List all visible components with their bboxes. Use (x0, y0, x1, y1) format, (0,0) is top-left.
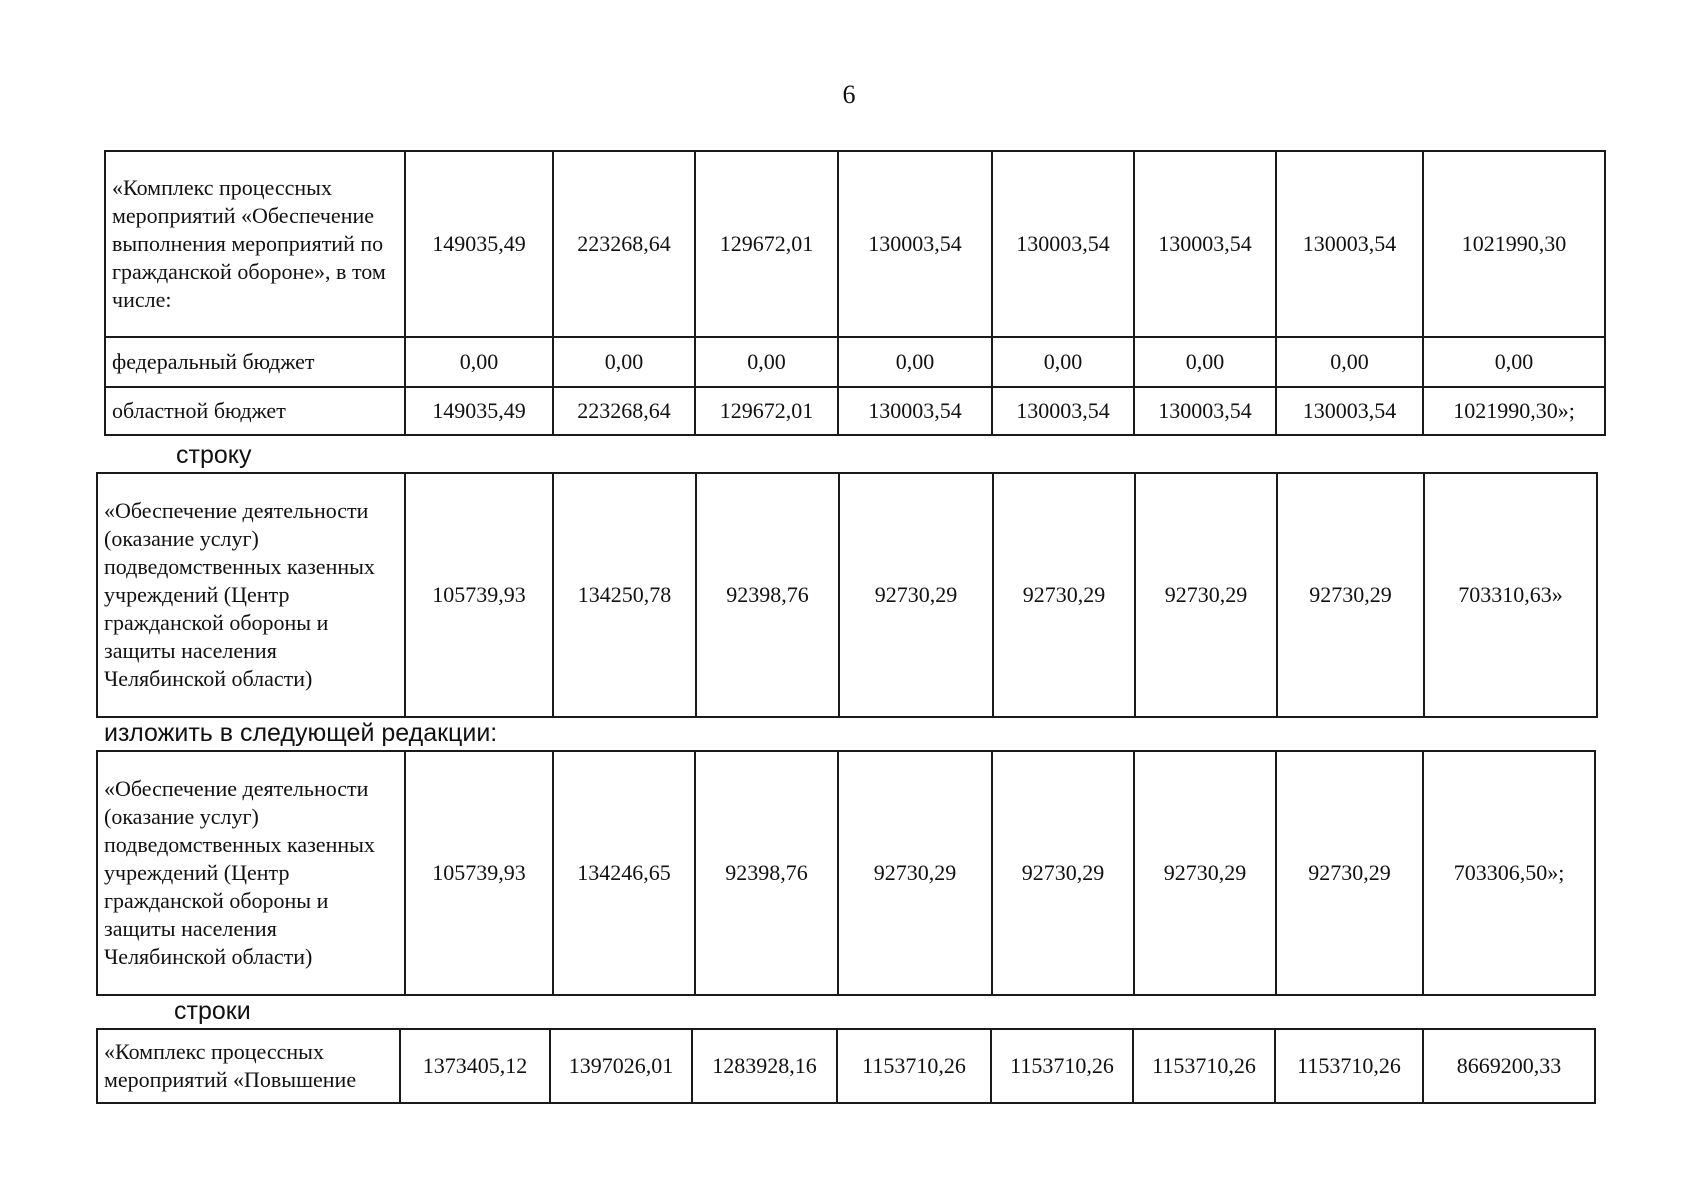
value-cell: 1153710,26 (837, 1029, 991, 1103)
value-cell: 1153710,26 (1133, 1029, 1275, 1103)
value-cell: 92730,29 (1134, 751, 1276, 995)
table-3 (96, 750, 1596, 996)
value-cell: 129672,01 (695, 151, 838, 337)
value-cell: 92730,29 (1276, 751, 1423, 995)
table-row (105, 387, 1605, 435)
value-cell: 130003,54 (1276, 387, 1423, 435)
value-cell: 105739,93 (405, 473, 553, 717)
value-cell: 1397026,01 (550, 1029, 692, 1103)
value-cell: 223268,64 (553, 151, 695, 337)
value-cell: 703310,63» (1424, 473, 1597, 717)
value-cell: 92730,29 (839, 473, 993, 717)
row-label: «Комплекс процессных мероприятий «Повышение (97, 1029, 400, 1103)
value-cell: 0,00 (1134, 337, 1276, 387)
value-cell: 92398,76 (696, 473, 839, 717)
value-cell: 0,00 (992, 337, 1134, 387)
value-cell: 130003,54 (838, 151, 992, 337)
value-cell: 130003,54 (992, 387, 1134, 435)
value-cell: 0,00 (553, 337, 695, 387)
value-cell: 92398,76 (695, 751, 838, 995)
value-cell: 0,00 (838, 337, 992, 387)
connector-text: строку (176, 441, 252, 469)
table-4 (96, 1028, 1596, 1104)
connector-text: изложить в следующей редакции: (104, 719, 498, 747)
value-cell: 92730,29 (1277, 473, 1424, 717)
value-cell: 92730,29 (1135, 473, 1277, 717)
value-cell: 149035,49 (405, 151, 553, 337)
row-label: областной бюджет (105, 387, 405, 435)
value-cell: 1021990,30 (1423, 151, 1605, 337)
table-2-block (96, 472, 1598, 718)
value-cell: 134246,65 (553, 751, 695, 995)
row-label: «Обеспечение деятельности (оказание услуг) подведомственных казенных учреждений (Центр гражданской обороны и защиты населения Челябинской области) (97, 473, 405, 717)
value-cell: 1021990,30»; (1423, 387, 1605, 435)
row-label: федеральный бюджет (105, 337, 405, 387)
value-cell: 1283928,16 (692, 1029, 837, 1103)
row-label: «Комплекс процессных мероприятий «Обеспечение выполнения мероприятий по гражданской обороне», в том числе: (105, 151, 405, 337)
table-row (105, 151, 1605, 337)
value-cell: 8669200,33 (1423, 1029, 1595, 1103)
value-cell: 703306,50»; (1423, 751, 1595, 995)
table-1 (104, 150, 1606, 436)
value-cell: 130003,54 (1276, 151, 1423, 337)
value-cell: 149035,49 (405, 387, 553, 435)
value-cell: 130003,54 (838, 387, 992, 435)
value-cell: 130003,54 (1134, 151, 1276, 337)
value-cell: 1153710,26 (1275, 1029, 1423, 1103)
row-label: «Обеспечение деятельности (оказание услуг) подведомственных казенных учреждений (Центр гражданской обороны и защиты населения Челябинской области) (97, 751, 405, 995)
value-cell: 130003,54 (992, 151, 1134, 337)
value-cell: 92730,29 (993, 473, 1135, 717)
connector-text: строки (174, 997, 251, 1025)
table-3-block (96, 750, 1596, 996)
value-cell: 1373405,12 (400, 1029, 550, 1103)
value-cell: 0,00 (695, 337, 838, 387)
value-cell: 223268,64 (553, 387, 695, 435)
table-4-block (96, 1028, 1596, 1104)
value-cell: 134250,78 (553, 473, 696, 717)
value-cell: 0,00 (1423, 337, 1605, 387)
page-number: 6 (842, 80, 856, 109)
table-row (97, 473, 1597, 717)
value-cell: 92730,29 (992, 751, 1134, 995)
value-cell: 92730,29 (838, 751, 992, 995)
table-row (97, 1029, 1595, 1103)
value-cell: 1153710,26 (991, 1029, 1133, 1103)
table-1-block (104, 150, 1606, 436)
table-row (105, 337, 1605, 387)
table-row (97, 751, 1595, 995)
value-cell: 0,00 (1276, 337, 1423, 387)
value-cell: 129672,01 (695, 387, 838, 435)
table-2 (96, 472, 1598, 718)
value-cell: 130003,54 (1134, 387, 1276, 435)
value-cell: 105739,93 (405, 751, 553, 995)
value-cell: 0,00 (405, 337, 553, 387)
